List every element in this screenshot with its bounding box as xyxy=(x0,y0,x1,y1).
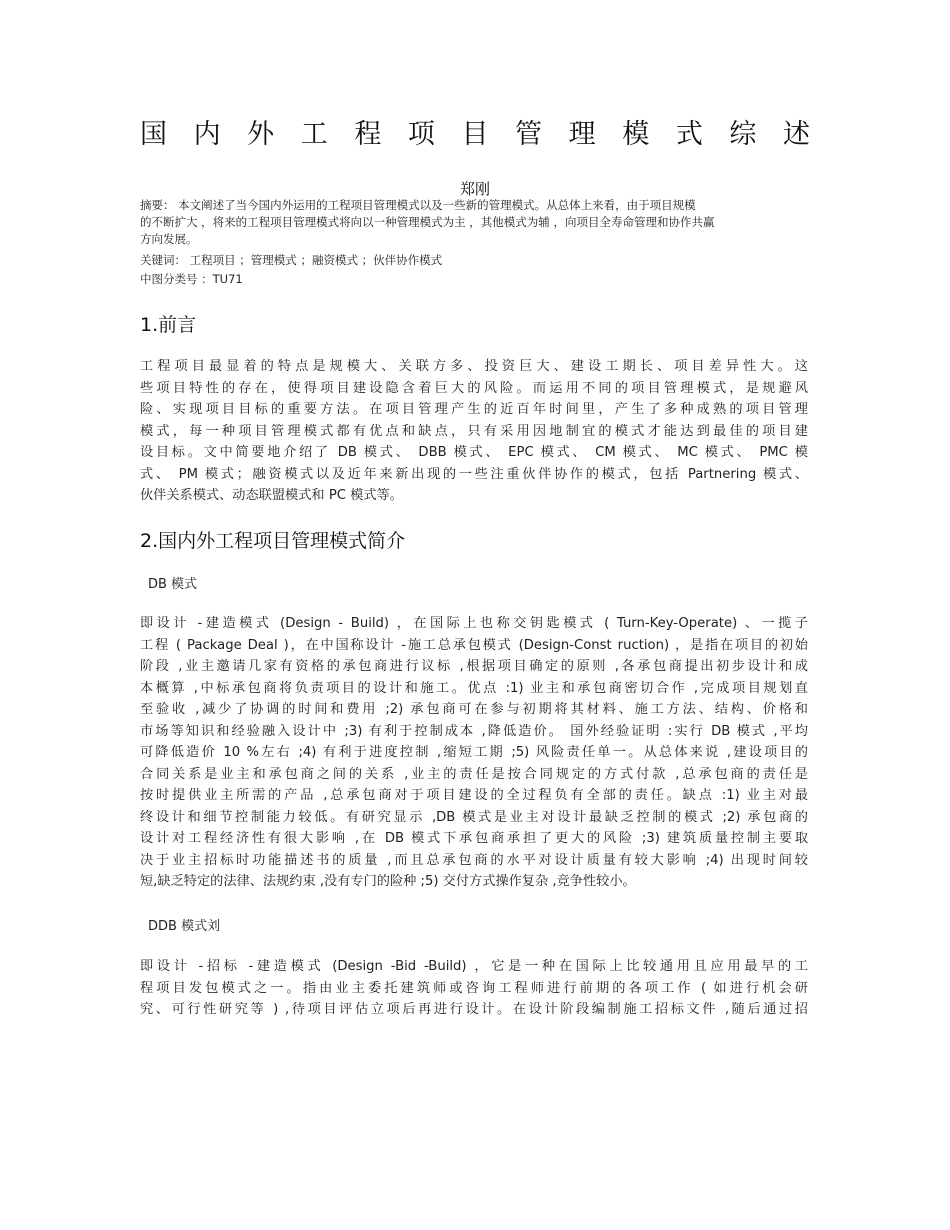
subsection-heading-db: DB 模式 xyxy=(148,577,198,592)
paragraph-line: 伙伴关系模式、动态联盟模式和 PC 模式等。 xyxy=(140,488,403,503)
paragraph-line: 本概算 ,中标承包商将负责项目的设计和施工。优点 :1) 业主和承包商密切合作 ,完成项目规划直 xyxy=(140,680,808,696)
paragraph-line: 究、可行性研究等 ) ,待项目评估立项后再进行设计。在设计阶段编制施工招标文件 ,随后通过招 xyxy=(140,1002,808,1017)
paragraph-line: 决于业主招标时功能描述书的质量 ,而且总承包商的水平对设计质量有较大影响 ;4) 出现时间较 xyxy=(140,852,808,868)
ddb-paragraph xyxy=(140,956,808,1021)
classification-number: 中图分类号 ：TU71 xyxy=(140,272,243,286)
section-heading-overview: 2.国内外工程项目管理模式简介 xyxy=(140,530,406,552)
subsection-heading-ddb: DDB 模式刘 xyxy=(148,919,221,934)
paragraph-line: 即设计 -建造模式 (Design - Build) ，在国际上也称交钥匙模式 ( Turn-Key-Operate) 、一揽子 xyxy=(140,616,808,631)
paper-title: 国 内 外 工 程 项 目 管 理 模 式 综 述 xyxy=(140,119,810,150)
section-heading-preface: 1.前言 xyxy=(140,314,197,336)
paragraph-line: 些项目特性的存在，使得项目建设隐含着巨大的风险。而运用不同的项目管理模式，是规避风 xyxy=(140,380,808,396)
paragraph-line: 险、实现项目目标的重要方法。在项目管理产生的近百年时间里，产生了多种成熟的项目管理 xyxy=(140,402,808,417)
paragraph-line: 短,缺乏特定的法律、法规约束 ,没有专门的险种 ;5) 交付方式操作复杂 ,竞争性较小。 xyxy=(140,874,636,889)
paragraph-line: 按时提供业主所需的产品 ,总承包商对于项目建设的全过程负有全部的责任。缺点 :1) 业主对最 xyxy=(140,788,808,803)
paragraph-line: 设目标。文中简要地介绍了 DB 模式、 DBB 模式、 EPC 模式、 CM 模式、 MC 模式、 PMC 模 xyxy=(140,445,808,460)
paragraph-line: 即设计 -招标 -建造模式 (Design -Bid -Build) ，它是一种在国际上比较通用且应用最早的工 xyxy=(140,959,808,974)
abstract-line: 方向发展。 xyxy=(140,232,198,246)
author-name: 郑刚 xyxy=(459,180,490,198)
paragraph-line: 市场等知识和经验融入设计中 ;3) 有利于控制成本 ,降低造价。 国外经验证明 :实行 DB 模式 ,平均 xyxy=(140,723,808,739)
paragraph-line: 合同关系是业主和承包商之间的关系 ,业主的责任是按合同规定的方式付款 ,总承包商的责任是 xyxy=(140,766,808,782)
paragraph-line: 阶段 ,业主邀请几家有资格的承包商进行议标 ,根据项目确定的原则 ,各承包商提出初步设计和成 xyxy=(140,659,808,674)
paragraph-line: 至验收 ,减少了协调的时间和费用 ;2) 承包商可在参与初期将其材料、施工方法、结构、价格和 xyxy=(140,702,808,717)
abstract-line: 的不断扩大 ，将来的工程项目管理模式将向以一种管理模式为主 ，其他模式为辅 ，向项目全寿命管理和协作共赢 xyxy=(140,215,715,229)
paragraph-line: 模式，每一种项目管理模式都有优点和缺点，只有采用因地制宜的模式才能达到最佳的项目建 xyxy=(140,423,808,439)
paragraph-line: 工程 ( Package Deal )，在中国称设计 -施工总承包模式 (Design-Const ruction) ，是指在项目的初始 xyxy=(140,637,808,653)
abstract-line: 摘要： 本文阐述了当今国内外运用的工程项目管理模式以及一些新的管理模式。从总体上来看，由于项目规模 xyxy=(140,198,696,212)
db-paragraph xyxy=(140,613,808,893)
paragraph-line: 程项目发包模式之一。指由业主委托建筑师或咨询工程师进行前期的各项工作 ( 如进行机会研 xyxy=(140,980,808,996)
paragraph-line: 终设计和细节控制能力较低。有研究显示 ,DB 模式是业主对设计最缺乏控制的模式 ;2) 承包商的 xyxy=(140,809,808,825)
paragraph-line: 设计对工程经济性有很大影响 ,在 DB 模式下承包商承担了更大的风险 ;3) 建筑质量控制主要取 xyxy=(140,831,808,846)
preface-paragraph xyxy=(140,356,808,507)
paragraph-line: 式、 PM 模式；融资模式以及近年来新出现的一些注重伙伴协作的模式，包括 Partnering 模式、 xyxy=(140,466,808,482)
paragraph-line: 工程项目最显着的特点是规模大、关联方多、投资巨大、建设工期长、项目差异性大。这 xyxy=(140,359,808,374)
paragraph-line: 可降低造价 10 %左右 ;4) 有利于进度控制 ,缩短工期 ;5) 风险责任单一。从总体来说 ,建设项目的 xyxy=(140,745,808,760)
keywords: 关键词： 工程项目 ；管理模式 ；融资模式 ；伙伴协作模式 xyxy=(140,253,443,267)
